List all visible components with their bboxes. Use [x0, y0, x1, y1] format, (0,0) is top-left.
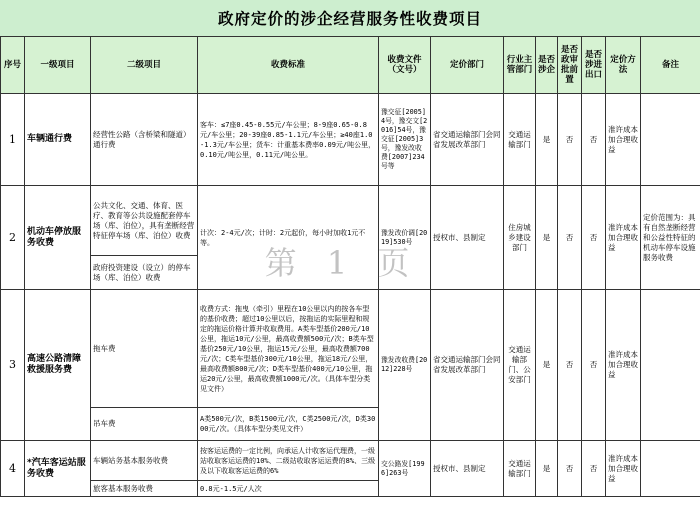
- table-row: [1, 186, 700, 256]
- cell-level2: 旅客基本服务收费: [91, 481, 198, 497]
- cell-method: 准许成本加合理收益: [606, 290, 641, 441]
- cell-standard: 按客运运费的一定比例，向承运人计收客运代理费，一级站收取客运运费的10%、二级站收取客运运费的8%、三级及以下收取客运运费的6%: [198, 441, 379, 481]
- cell-dept: 省交通运输部门会同省发展改革部门: [431, 94, 504, 186]
- cell-remark: [641, 441, 700, 497]
- cell-doc: 交公路发[1996]263号: [379, 441, 431, 497]
- header-standard: 收费标准: [198, 37, 379, 94]
- fee-table: [0, 36, 700, 497]
- cell-import-export: 否: [582, 290, 606, 441]
- cell-remark: [641, 94, 700, 186]
- cell-seq: 1: [1, 94, 25, 186]
- header-remark: 备注: [641, 37, 700, 94]
- cell-standard: 客车：≤7座0.45-0.55元/车公里；8-9座0.65-0.8元/车公里；20-39座0.85-1.1元/车公里；≥40座1.0-1.3元/车公里；货车：计重基本费率0.09元/吨公里，0.10元/吨公里，0.11元/吨公里。: [198, 94, 379, 186]
- document-title: 政府定价的涉企经营服务性收费项目: [0, 0, 700, 36]
- cell-doc: 豫发改收费[2012]228号: [379, 290, 431, 441]
- cell-method: 准许成本加合理收益: [606, 94, 641, 186]
- cell-enterprise: 是: [536, 441, 558, 497]
- cell-approve: 否: [558, 186, 582, 290]
- header-level2: 二级项目: [91, 37, 198, 94]
- cell-industry: 住房城乡建设部门: [504, 186, 536, 290]
- cell-enterprise: 是: [536, 290, 558, 441]
- cell-industry: 交通运输部门: [504, 441, 536, 497]
- cell-import-export: 否: [582, 441, 606, 497]
- cell-level2: 吊车费: [91, 408, 198, 441]
- cell-import-export: 否: [582, 94, 606, 186]
- cell-level1: 机动车停放服务收费: [25, 186, 91, 290]
- header-dept: 定价部门: [431, 37, 504, 94]
- cell-seq: 3: [1, 290, 25, 441]
- header-enterprise: 是否涉企: [536, 37, 558, 94]
- cell-method: 准许成本加合理收益: [606, 186, 641, 290]
- cell-approve: 否: [558, 441, 582, 497]
- cell-doc: 豫交征[2005]4号，豫交文[2016]54号，豫交征[2005]3号，豫发改收费[2007]234号等: [379, 94, 431, 186]
- cell-dept: 授权市、县制定: [431, 441, 504, 497]
- cell-level2: 车辆站务基本服务收费: [91, 441, 198, 481]
- cell-import-export: 否: [582, 186, 606, 290]
- cell-dept: 省交通运输部门会同省发展改革部门: [431, 290, 504, 441]
- cell-level1: *汽车客运站服务收费: [25, 441, 91, 497]
- cell-seq: 2: [1, 186, 25, 290]
- header-level1: 一级项目: [25, 37, 91, 94]
- header-import-export: 是否涉进出口: [582, 37, 606, 94]
- header-doc: 收费文件（文号）: [379, 37, 431, 94]
- header-method: 定价方法: [606, 37, 641, 94]
- cell-remark: 定价范围为：具有自然垄断经营和公益性特征的机动车停车设施服务收费: [641, 186, 700, 290]
- cell-industry: 交通运输部门、公安部门: [504, 290, 536, 441]
- cell-approve: 否: [558, 290, 582, 441]
- cell-standard: 0.8元-1.5元/人次: [198, 481, 379, 497]
- cell-method: 准许成本加合理收益: [606, 441, 641, 497]
- cell-seq: 4: [1, 441, 25, 497]
- cell-level2: 经营性公路（含桥梁和隧道）通行费: [91, 94, 198, 186]
- cell-level1: 车辆通行费: [25, 94, 91, 186]
- cell-level2: 拖车费: [91, 290, 198, 408]
- cell-standard: 计次：2-4元/次；计时：2元起价，每小时加收1元不等。: [198, 186, 379, 290]
- table-row: [1, 441, 700, 481]
- cell-standard: A类500元/次，B类1500元/次，C类2500元/次，D类3000元/次。（具体车型分类见文件）: [198, 408, 379, 441]
- cell-enterprise: 是: [536, 186, 558, 290]
- cell-doc: 豫发改价调[2019]530号: [379, 186, 431, 290]
- cell-standard: 收费方式：拖曳（牵引）里程在10公里以内的按各车型的基价收费；超过10公里以后，按拖运的实际里程和规定的拖运价格计算并收取费用。A类车型基价200元/10公里，拖运10元/公里，最高收费额500元/次；B类车型基价250元/10公里，拖运15元/公里，最高收费额700元/次；C类车型基价300元/10公里，拖运18元/公里，最高收费额800元/次；D类车型基价400元/10公里，拖运20元/公里，最高收费额1000元/次。（具体车型分类见文件）: [198, 290, 379, 408]
- table-row: [1, 94, 700, 186]
- cell-remark: [641, 290, 700, 441]
- cell-level1: 高速公路清障救援服务费: [25, 290, 91, 441]
- table-header-row: [1, 37, 700, 94]
- page-watermark: 第 1 页: [264, 244, 420, 282]
- cell-industry: 交通运输部门: [504, 94, 536, 186]
- cell-enterprise: 是: [536, 94, 558, 186]
- cell-level2: 公共文化、交通、体育、医疗、教育等公共设施配套停车场（库、泊位），具有垄断经营特征停车场（库、泊位）收费: [91, 186, 198, 256]
- header-seq: 序号: [1, 37, 25, 94]
- header-approve: 是否政审批前置: [558, 37, 582, 94]
- cell-approve: 否: [558, 94, 582, 186]
- header-industry: 行业主管部门: [504, 37, 536, 94]
- table-row: [1, 290, 700, 408]
- cell-level2: 政府投资建设（设立）的停车场（库、泊位）收费: [91, 256, 198, 290]
- cell-dept: 授权市、县制定: [431, 186, 504, 290]
